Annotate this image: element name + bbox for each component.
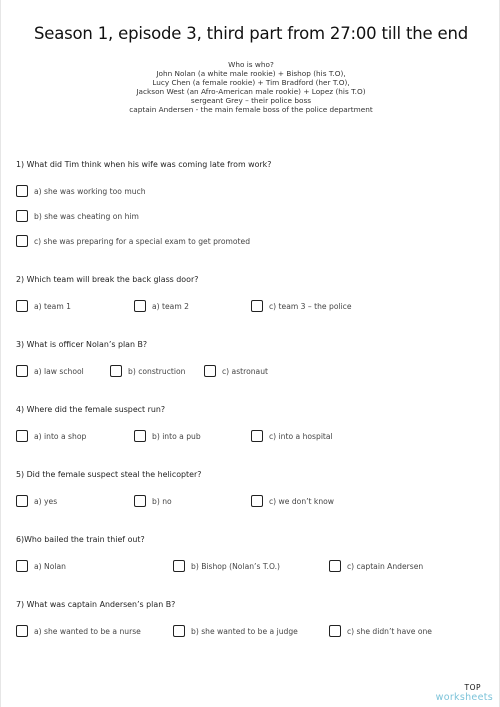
- option-label: a) Nolan: [34, 561, 66, 571]
- intro-line: Lucy Chen (a female rookie) + Tim Bradford (her T.O),: [152, 78, 350, 88]
- checkbox[interactable]: [173, 625, 185, 637]
- checkbox[interactable]: [16, 210, 28, 222]
- option-label: c) team 3 – the police: [269, 301, 352, 311]
- question-7-text: 7) What was captain Andersen’s plan B?: [16, 600, 176, 609]
- option-label: a) yes: [34, 496, 58, 506]
- option-label: c) she was preparing for a special exam to get promoted: [34, 236, 251, 246]
- option-label: b) she was cheating on him: [34, 211, 139, 221]
- option-label: a) she wanted to be a nurse: [34, 626, 141, 636]
- q3-option-a[interactable]: [16, 363, 84, 379]
- option-label: c) we don’t know: [269, 496, 334, 506]
- option-label: c) captain Andersen: [347, 561, 424, 571]
- q5-option-a[interactable]: [16, 493, 57, 509]
- option-label: c) into a hospital: [269, 431, 333, 441]
- q1-option-b[interactable]: [16, 208, 139, 224]
- question-3-text: 3) What is officer Nolan’s plan B?: [16, 340, 148, 349]
- checkbox[interactable]: [134, 495, 146, 507]
- intro-line: Who is who?: [228, 60, 274, 69]
- q5-option-c[interactable]: [251, 493, 334, 509]
- q4-option-a[interactable]: [16, 428, 86, 444]
- question-6-text: 6)Who bailed the train thief out?: [16, 535, 145, 544]
- option-label: b) construction: [128, 366, 186, 376]
- intro-line: captain Andersen - the main female boss of the police department: [129, 105, 373, 115]
- option-label: a) team 1: [34, 301, 71, 311]
- checkbox[interactable]: [329, 625, 341, 637]
- q4-option-c[interactable]: [251, 428, 333, 444]
- q4-option-b[interactable]: [134, 428, 201, 444]
- option-label: b) into a pub: [152, 431, 201, 441]
- checkbox[interactable]: [251, 495, 263, 507]
- option-label: a) team 2: [152, 301, 189, 311]
- option-label: c) astronaut: [222, 366, 268, 376]
- checkbox[interactable]: [16, 430, 28, 442]
- option-label: b) Bishop (Nolan’s T.O.): [191, 561, 281, 571]
- option-label: a) into a shop: [34, 431, 87, 441]
- checkbox[interactable]: [329, 560, 341, 572]
- checkbox[interactable]: [134, 430, 146, 442]
- checkbox[interactable]: [173, 560, 185, 572]
- q2-option-b[interactable]: [134, 298, 189, 314]
- option-label: b) no: [152, 496, 172, 506]
- question-5-text: 5) Did the female suspect steal the helicopter?: [16, 470, 202, 479]
- q2-option-c[interactable]: [251, 298, 352, 314]
- logo-bottom-text: worksheets: [435, 692, 493, 703]
- q1-option-a[interactable]: [16, 183, 146, 199]
- logo-top-text: TOP: [464, 683, 481, 692]
- intro-line: John Nolan (a white male rookie) + Bishop (his T.O),: [156, 69, 346, 79]
- checkbox[interactable]: [110, 365, 122, 377]
- who-is-who-intro: [1, 60, 500, 115]
- q5-option-b[interactable]: [134, 493, 172, 509]
- q6-option-c[interactable]: [329, 558, 423, 574]
- checkbox[interactable]: [204, 365, 216, 377]
- q3-option-b[interactable]: [110, 363, 185, 379]
- intro-line: Jackson West (an Afro-American male rookie) + Lopez (his T.O): [136, 87, 366, 97]
- q6-option-a[interactable]: [16, 558, 66, 574]
- option-label: a) she was working too much: [34, 186, 146, 196]
- question-2-text: 2) Which team will break the back glass door?: [16, 275, 199, 284]
- checkbox[interactable]: [16, 495, 28, 507]
- checkbox[interactable]: [16, 365, 28, 377]
- q7-option-b[interactable]: [173, 623, 298, 639]
- option-label: c) she didn’t have one: [347, 626, 432, 636]
- option-label: b) she wanted to be a judge: [191, 626, 298, 636]
- checkbox[interactable]: [16, 300, 28, 312]
- topworksheets-logo[interactable]: [436, 683, 493, 703]
- q6-option-b[interactable]: [173, 558, 280, 574]
- option-label: a) law school: [34, 366, 84, 376]
- checkbox[interactable]: [16, 625, 28, 637]
- q1-option-c[interactable]: [16, 233, 250, 249]
- intro-line: sergeant Grey – their police boss: [190, 96, 312, 106]
- checkbox[interactable]: [251, 300, 263, 312]
- q7-option-c[interactable]: [329, 623, 432, 639]
- checkbox[interactable]: [134, 300, 146, 312]
- page-title: Season 1, episode 3, third part from 27:00 till the end: [34, 24, 468, 43]
- q3-option-c[interactable]: [204, 363, 268, 379]
- checkbox[interactable]: [16, 560, 28, 572]
- checkbox[interactable]: [251, 430, 263, 442]
- q7-option-a[interactable]: [16, 623, 141, 639]
- checkbox[interactable]: [16, 235, 28, 247]
- question-1-text: 1) What did Tim think when his wife was coming late from work?: [16, 160, 272, 169]
- q2-option-a[interactable]: [16, 298, 71, 314]
- checkbox[interactable]: [16, 185, 28, 197]
- question-4-text: 4) Where did the female suspect run?: [16, 405, 166, 414]
